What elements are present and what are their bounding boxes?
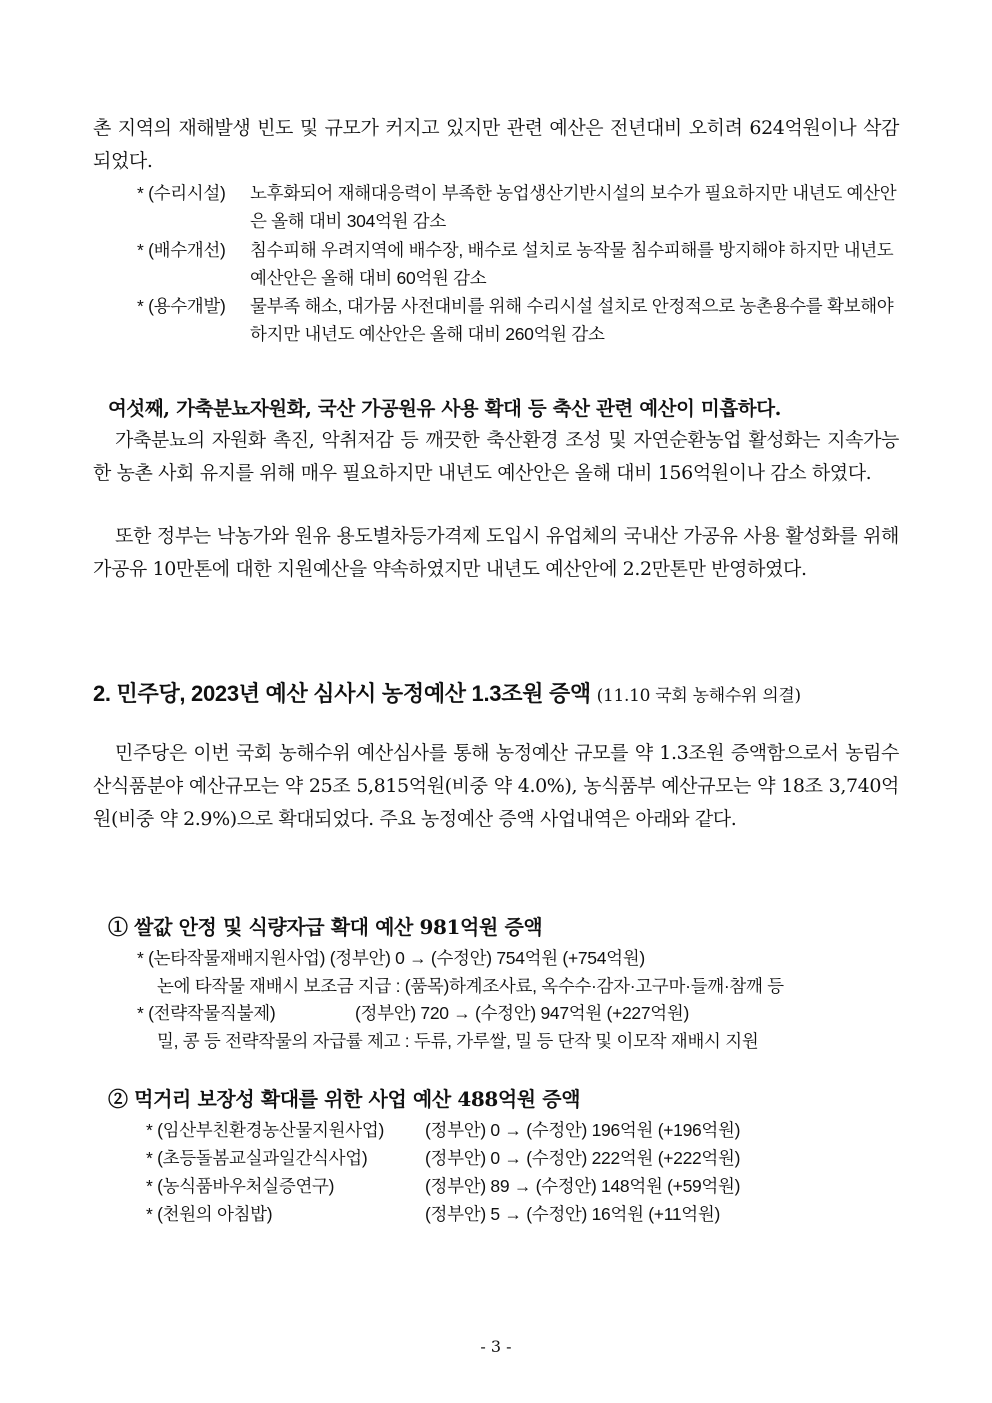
paragraph-democratic-party-budget: 민주당은 이번 국회 농해수위 예산심사를 통해 농정예산 규모를 약 1.3조원 증액함으로서 농림수산식품분야 예산규모는 약 25조 5,815억원(비중 약 4.0%), 농식품부 예산규모는 약 18조 3,740억원(비중 약 2.9%)으로 확대되었다. 주요 농정예산 증액 사업내역은 아래와 같다. <box>93 742 899 830</box>
item-2-row <box>146 1173 741 1198</box>
page-number: - 3 - <box>480 1337 512 1356</box>
item-2-row <box>146 1201 721 1226</box>
item-1-strategic-name: * (전략작물직불제) <box>137 1003 276 1023</box>
paragraph-raw-milk: 또한 정부는 낙농가와 원유 용도별차등가격제 도입시 유업체의 국내산 가공유 사용 활성화를 위해 가공유 10만톤에 대한 지원예산을 약속하였지만 내년도 예산안에 2.2만톤만 반영하였다. <box>93 525 899 580</box>
item-2-row-value: (정부안) 5 → (수정안) 16억원 (+11억원) <box>425 1204 721 1224</box>
item-2-heading: ② 먹거리 보장성 확대를 위한 사업 예산 488억원 증액 <box>108 1087 581 1111</box>
bullet-text: 물부족 해소, 대가뭄 사전대비를 위해 수리시설 설치로 안정적으로 농촌용수를 확보해야 하지만 내년도 예산안은 올해 대비 260억원 감소 <box>250 296 894 344</box>
item-2-row-name: * (임산부친환경농산물지원사업) <box>146 1120 384 1140</box>
item-2-row-name: * (초등돌봄교실과일간식사업) <box>146 1148 368 1168</box>
bullet-water-development <box>137 292 899 344</box>
bullet-text: 침수피해 우려지역에 배수장, 배수로 설치로 농작물 침수피해를 방지해야 하지만 내년도 예산안은 올해 대비 60억원 감소 <box>250 240 894 288</box>
heading-sixth: 여섯째, 가축분뇨자원화, 국산 가공원유 사용 확대 등 축산 관련 예산이 미흡하다. <box>108 397 782 420</box>
section-2-heading <box>93 677 899 708</box>
item-2-row <box>146 1145 741 1170</box>
item-1-line-strategic-detail: 밀, 콩 등 전략작물의 자급률 제고 : 두류, 가루쌀, 밀 등 단작 및 이모작 재배시 지원 <box>157 1031 759 1051</box>
bullet-label: * (배수개선) <box>137 240 226 260</box>
bullet-irrigation-facility <box>137 179 899 231</box>
bullet-label: * (수리시설) <box>137 183 226 203</box>
bullet-text: 노후화되어 재해대응력이 부족한 농업생산기반시설의 보수가 필요하지만 내년도 예산안은 올해 대비 304억원 감소 <box>250 183 897 231</box>
paragraph-disaster-budget: 촌 지역의 재해발생 빈도 및 규모가 커지고 있지만 관련 예산은 전년대비 오히려 624억원이나 삭감되었다. <box>93 117 899 172</box>
item-2-row <box>146 1117 741 1142</box>
section-2-title: 2. 민주당, 2023년 예산 심사시 농정예산 1.3조원 증액 <box>93 681 591 706</box>
item-2-row-name: * (천원의 아침밥) <box>146 1204 273 1224</box>
item-2-row-name: * (농식품바우처실증연구) <box>146 1176 335 1196</box>
item-1-line-paddy-detail: 논에 타작물 재배시 보조금 지급 : (품목)하계조사료, 옥수수·감자·고구마·들깨·참깨 등 <box>157 976 784 996</box>
item-1-line-strategic <box>137 1000 690 1025</box>
item-2-row-value: (정부안) 0 → (수정안) 222억원 (+222억원) <box>425 1148 741 1168</box>
paragraph-livestock-manure: 가축분뇨의 자원화 촉진, 악취저감 등 깨끗한 축산환경 조성 및 자연순환농업 활성화는 지속가능한 농촌 사회 유지를 위해 매우 필요하지만 내년도 예산안은 올해 대비 156억원이나 감소 하였다. <box>93 429 899 484</box>
bullet-drainage <box>137 236 899 288</box>
item-1-line-paddy: * (논타작물재배지원사업) (정부안) 0 → (수정안) 754억원 (+754억원) <box>137 948 645 968</box>
item-1-heading: ① 쌀값 안정 및 식량자급 확대 예산 981억원 증액 <box>108 915 543 939</box>
item-1-strategic-value: (정부안) 720 → (수정안) 947억원 (+227억원) <box>355 1003 690 1023</box>
bullet-label: * (용수개발) <box>137 296 226 316</box>
item-2-row-value: (정부안) 0 → (수정안) 196억원 (+196억원) <box>425 1120 741 1140</box>
item-2-row-value: (정부안) 89 → (수정안) 148억원 (+59억원) <box>425 1176 741 1196</box>
section-2-note: (11.10 국회 농해수위 의결) <box>596 686 801 706</box>
